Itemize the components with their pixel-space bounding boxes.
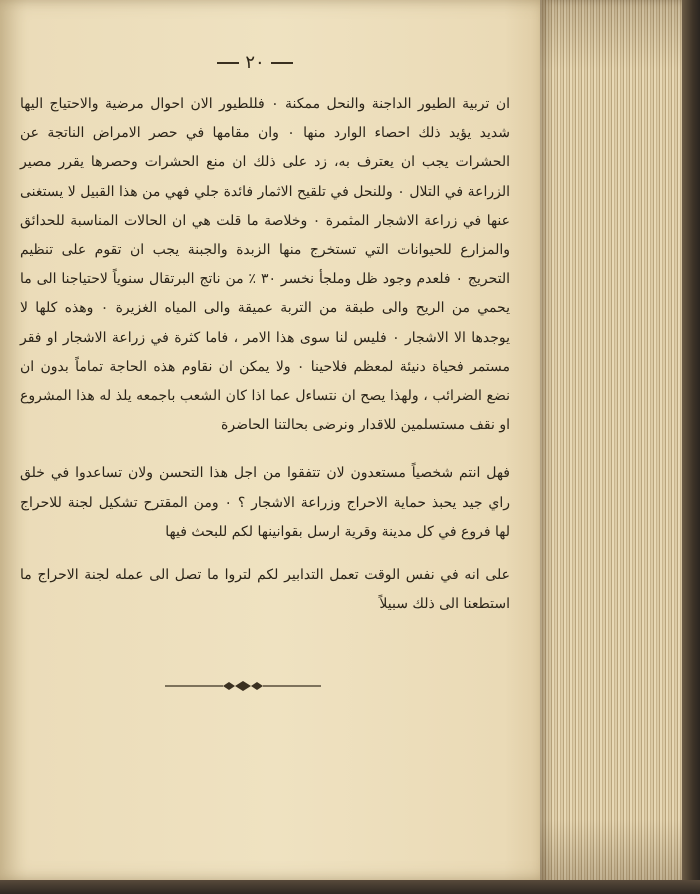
paragraph-3: على انه في نفس الوقت تعمل التدابير لكم لتروا ما تصل الى عمله لجنة الاحراج ما استطعنا الى ذلك سبيلاً <box>20 567 510 613</box>
table-surface <box>0 880 700 894</box>
header-dash-left <box>217 62 239 64</box>
page-edges-shadow <box>540 0 682 890</box>
page-number: ٢٠ <box>245 52 265 73</box>
book-cover-edge <box>682 0 700 894</box>
ornament-divider <box>165 678 321 694</box>
body-text <box>20 90 510 619</box>
header-dash-right <box>271 62 293 64</box>
paragraph-2: فهل انتم شخصياً مستعدون لان تتفقوا من اجل هذا التحسن ولان تساعدوا في خلق راي جيد يحبذ حماية الاحراج وزراعة الاشجار ؟ ٠ ومن المقترح تشكيل لجنة للاحراج لها فروع في كل مدينة وقرية ارسل بقوانينها لكم للبحث فيها <box>20 465 510 540</box>
paragraph-1: ان تربية الطيور الداجنة والنحل ممكنة ٠ فللطيور الان احوال مرضية والاحتياج اليها شديد يؤيد ذلك احصاء الوارد منها ٠ وان مقامها في حصر الامراض الناتجة عن الحشرات يجب ان يعترف به، زد على ذلك ان منع الحشرات وحصرها يقرر مصير الزراعة في التلال ٠ وللنحل في تلقيح الاثمار فائدة جلي فهي من هذا القبيل لا يستغنى عنها في زراعة الاشجار المثمرة ٠ وخلاصة ما قلت هي ان الحالات المناسبة للحدائق والمزارع للحيوانات التي تستخرج منها الزبدة والجبنة يجب ان تقوم على تنظيم التحريج ٠ فلعدم وجود ظل وملجأ نخسر ٣٠ ٪ من ناتج البرتقال سنوياً لاحتياجنا الى ما يحمي من الريح والى طبقة من التربة عميقة والى المياه الغزيرة ٠ وهذه كلها لا يوجدها الا الاشجار ٠ فليس لنا سوى هذا الامر ، فاما كثرة في زراعة الاشجار او فقر مستمر فحياة دنيئة لمعظم فلاحينا ٠ ولا يمكن ان نقاوم هذه الحاجة تماماً بدون ان نضع الضرائب ، ولهذا يصح ان نتساءل عما اذا كان الشعب باجمعه يلذ له هذا المشروع او نقف مستسلمين للاقدار ونرضى بحالتنا الحاضرة <box>20 96 510 434</box>
page-number-header <box>180 52 330 73</box>
